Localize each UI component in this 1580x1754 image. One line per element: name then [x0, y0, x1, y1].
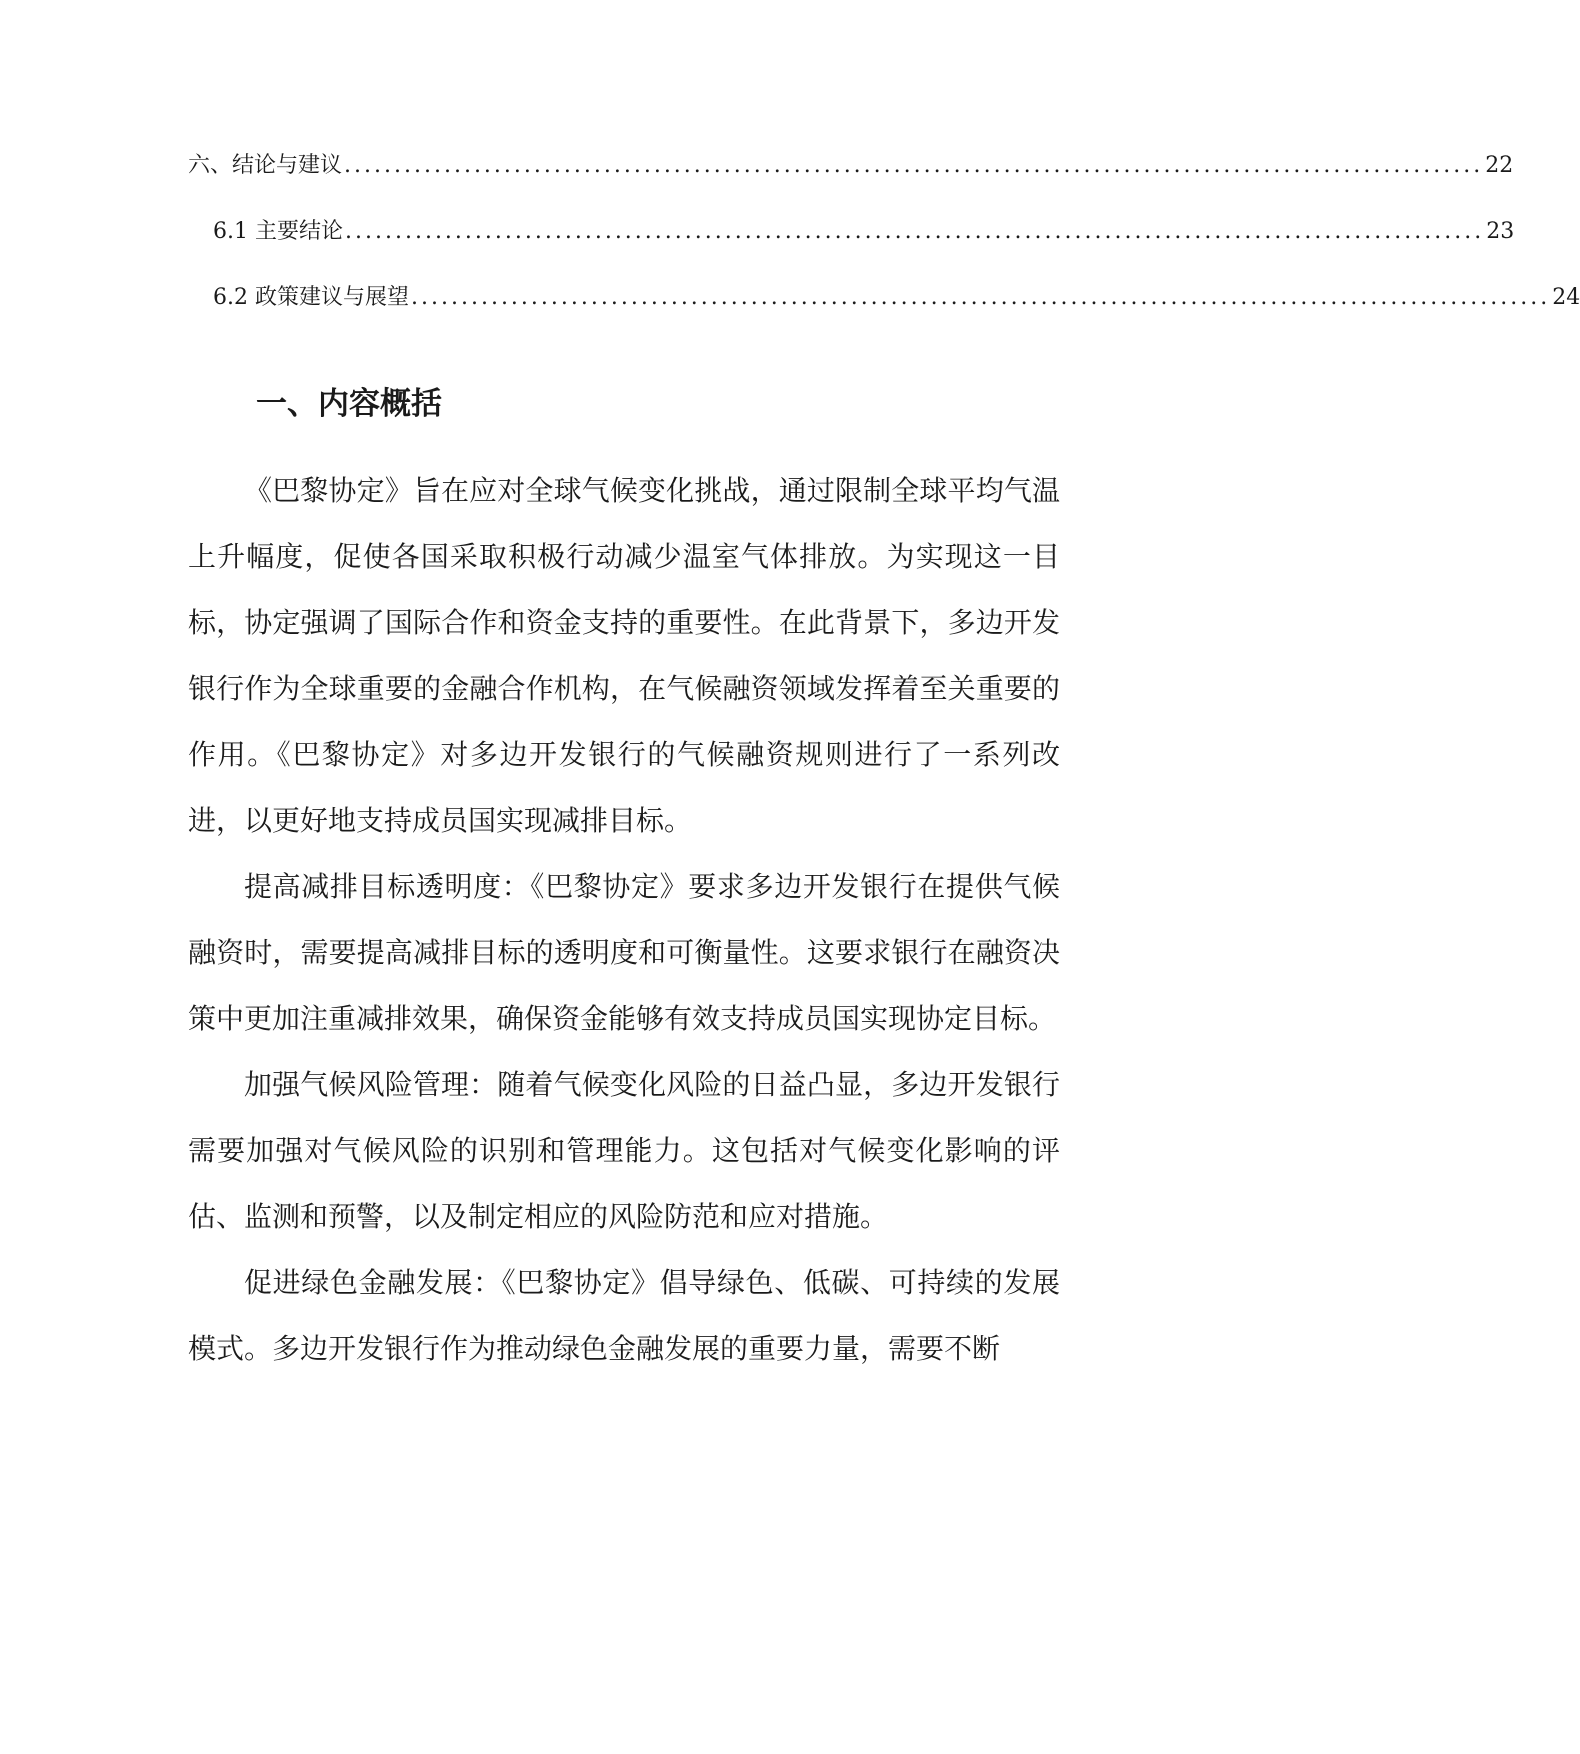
toc-leader-dots: .................................................................................................................. — [344, 153, 1484, 178]
paragraph: 《巴黎协定》旨在应对全球气候变化挑战，通过限制全球平均气温上升幅度，促使各国采取积极行动减少温室气体排放。为实现这一目标，协定强调了国际合作和资金支持的重要性。在此背景下，多边开发银行作为全球重要的金融合作机构，在气候融资领域发挥着至关重要的作用。《巴黎协定》对多边开发银行的气候融资规则进行了一系列改进，以更好地支持成员国实现减排目标。 — [188, 474, 1060, 837]
toc-entry[interactable] — [188, 148, 1514, 214]
toc-leader-dots: .................................................................................................................. — [345, 219, 1485, 244]
toc-entry-page: 23 — [1486, 219, 1515, 244]
toc-entry[interactable] — [188, 280, 1580, 346]
toc-entry[interactable] — [188, 214, 1515, 280]
toc-entry-number: 6.1 — [213, 219, 255, 244]
toc-entry-label: 结论与建议 — [232, 153, 343, 178]
toc-entry-number: 6.2 — [213, 285, 255, 310]
table-of-contents — [188, 148, 1580, 346]
toc-entry-page: 24 — [1552, 285, 1580, 310]
section-heading: 一、内容概括 — [256, 386, 442, 422]
toc-entry-label: 政策建议与展望 — [254, 285, 409, 310]
toc-entry-number: 六、 — [188, 153, 233, 178]
body-text — [188, 458, 1060, 1382]
toc-entry-page: 22 — [1485, 153, 1514, 178]
toc-entry-label: 主要结论 — [254, 219, 343, 244]
paragraph: 加强气候风险管理：随着气候变化风险的日益凸显，多边开发银行需要加强对气候风险的识别和管理能力。这包括对气候变化影响的评估、监测和预警，以及制定相应的风险防范和应对措施。 — [188, 1068, 1060, 1233]
toc-leader-dots: .................................................................................................................. — [411, 285, 1551, 310]
paragraph: 促进绿色金融发展：《巴黎协定》倡导绿色、低碳、可持续的发展模式。多边开发银行作为推动绿色金融发展的重要力量，需要不断 — [188, 1266, 1060, 1365]
paragraph: 提高减排目标透明度：《巴黎协定》要求多边开发银行在提供气候融资时，需要提高减排目标的透明度和可衡量性。这要求银行在融资决策中更加注重减排效果，确保资金能够有效支持成员国实现协定目标。 — [188, 870, 1060, 1035]
